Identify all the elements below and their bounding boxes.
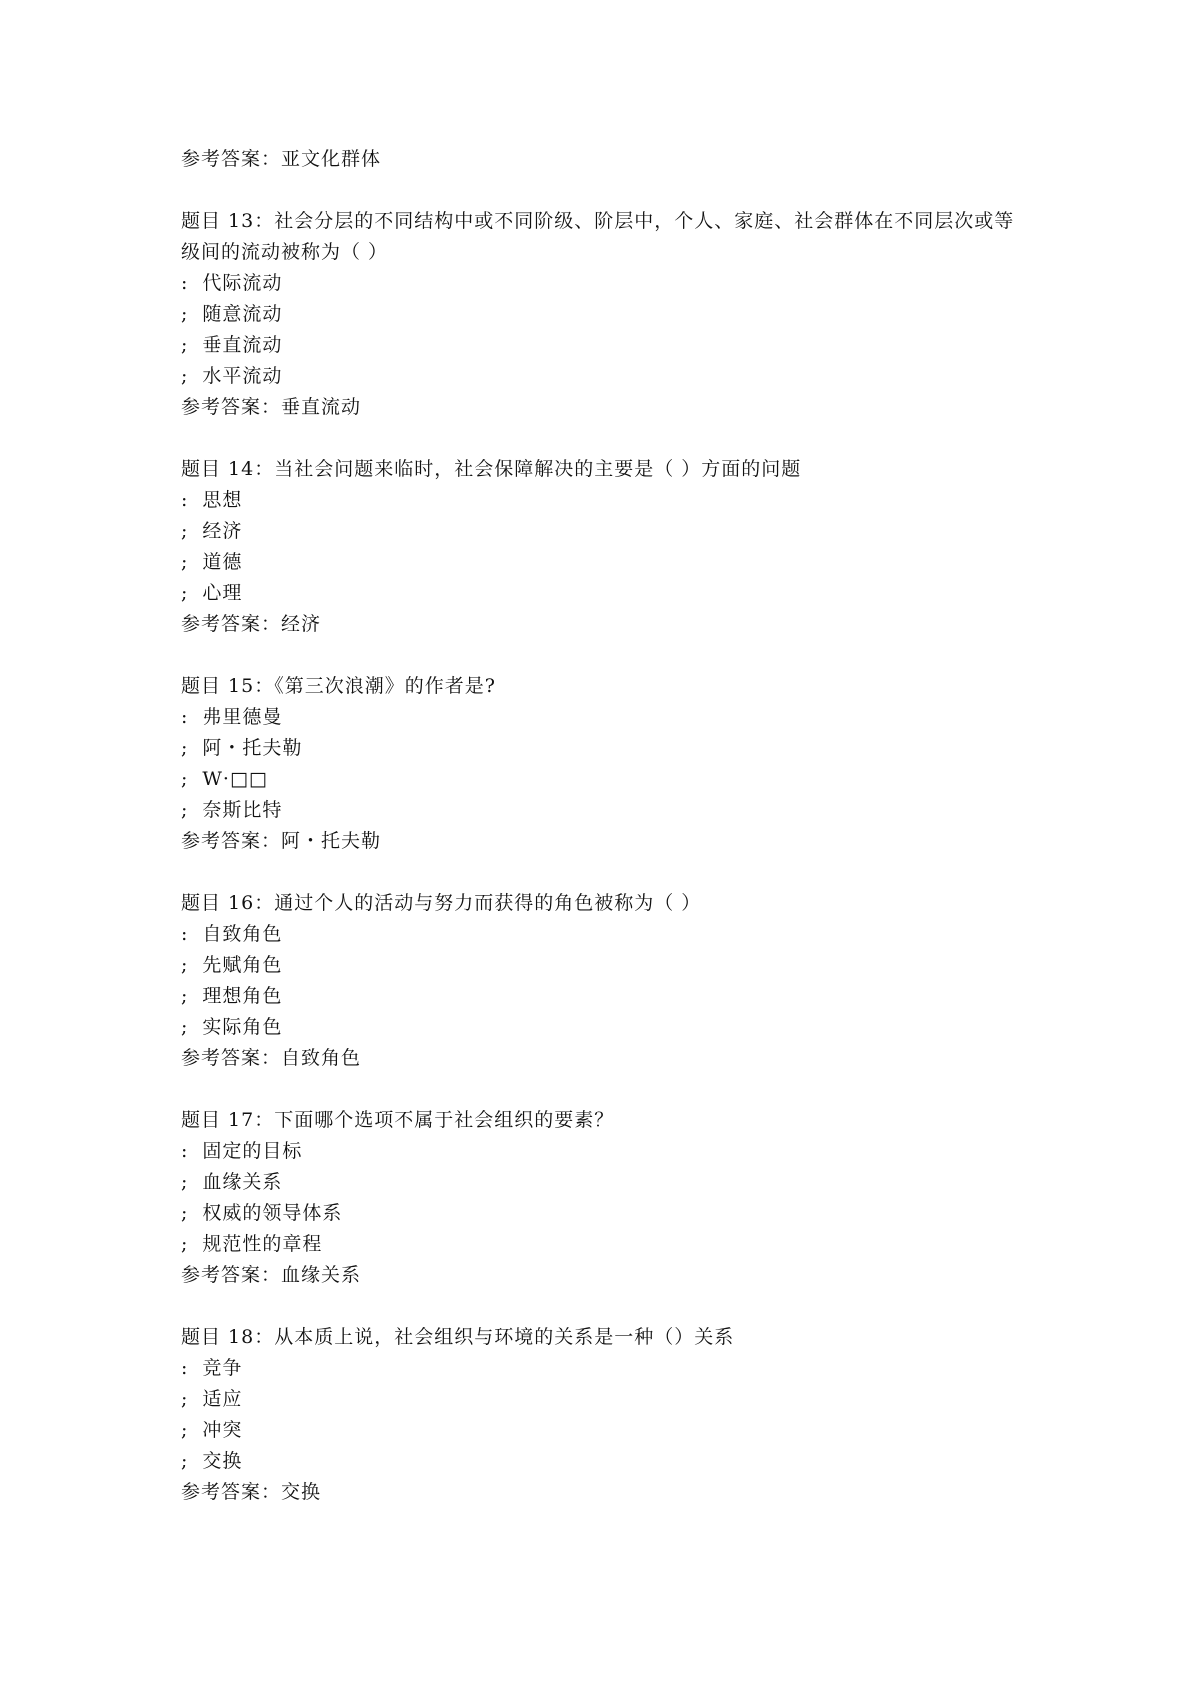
option-item [181, 1415, 1021, 1446]
option-prefix: ; [181, 768, 189, 790]
question-title: 题目 14：当社会问题来临时，社会保障解决的主要是（ ）方面的问题 [181, 458, 802, 480]
spacer [181, 175, 1021, 206]
option-prefix: ; [181, 954, 189, 976]
spacer [181, 640, 1021, 671]
option-text: 垂直流动 [202, 334, 283, 356]
option-text: 奈斯比特 [202, 799, 283, 821]
answer-value: 亚文化群体 [281, 148, 382, 170]
option-prefix: : [181, 1357, 189, 1379]
question-17 [181, 1105, 1021, 1291]
option-prefix: : [181, 923, 189, 945]
question-16 [181, 888, 1021, 1074]
answer-value: 垂直流动 [281, 396, 362, 418]
option-text: 交换 [202, 1450, 243, 1472]
question-14 [181, 454, 1021, 640]
option-text: 经济 [202, 520, 243, 542]
option-text: 权威的领导体系 [202, 1202, 343, 1224]
option-text: W·□□ [202, 768, 268, 790]
option-item [181, 1446, 1021, 1477]
option-prefix: ; [181, 737, 189, 759]
option-prefix: ; [181, 1171, 189, 1193]
answer-label: 参考答案： [181, 1047, 282, 1069]
option-prefix: ; [181, 1202, 189, 1224]
option-prefix: ; [181, 303, 189, 325]
option-item [181, 1198, 1021, 1229]
option-text: 代际流动 [202, 272, 283, 294]
option-prefix: ; [181, 551, 189, 573]
answer-value: 交换 [281, 1481, 322, 1503]
answer-value: 经济 [281, 613, 322, 635]
option-prefix: ; [181, 334, 189, 356]
answer-line [181, 609, 1021, 640]
option-item [181, 733, 1021, 764]
option-text: 水平流动 [202, 365, 283, 387]
option-prefix: ; [181, 799, 189, 821]
question-title: 题目 13：社会分层的不同结构中或不同阶级、阶层中，个人、家庭、社会群体在不同层次或等级间的流动被称为（ ） [181, 210, 1015, 263]
answer-value: 血缘关系 [281, 1264, 362, 1286]
option-item [181, 268, 1021, 299]
option-prefix: : [181, 272, 189, 294]
spacer [181, 1074, 1021, 1105]
question-18 [181, 1322, 1021, 1508]
option-prefix: ; [181, 1388, 189, 1410]
option-item [181, 330, 1021, 361]
answer-line [181, 392, 1021, 423]
option-text: 血缘关系 [202, 1171, 283, 1193]
document-content [181, 144, 1021, 1508]
question-title: 题目 18：从本质上说，社会组织与环境的关系是一种（）关系 [181, 1326, 735, 1348]
answer-line [181, 1260, 1021, 1291]
option-text: 弗里德曼 [202, 706, 283, 728]
option-item [181, 1012, 1021, 1043]
option-item [181, 702, 1021, 733]
answer-line [181, 1043, 1021, 1074]
option-item [181, 361, 1021, 392]
option-text: 冲突 [202, 1419, 243, 1441]
question-title: 题目 15：《第三次浪潮》的作者是? [181, 675, 496, 697]
option-prefix: ; [181, 520, 189, 542]
option-text: 思想 [202, 489, 243, 511]
spacer [181, 857, 1021, 888]
question-13 [181, 206, 1021, 423]
option-prefix: : [181, 706, 189, 728]
option-prefix: ; [181, 1016, 189, 1038]
answer-value: 自致角色 [281, 1047, 362, 1069]
option-text: 实际角色 [202, 1016, 283, 1038]
option-item [181, 764, 1021, 795]
question-title: 题目 17：下面哪个选项不属于社会组织的要素？ [181, 1109, 615, 1131]
answer-value: 阿・托夫勒 [281, 830, 382, 852]
option-text: 适应 [202, 1388, 243, 1410]
answer-label: 参考答案： [181, 148, 282, 170]
option-item [181, 1136, 1021, 1167]
answer-label: 参考答案： [181, 613, 282, 635]
top-answer-line [181, 144, 1021, 175]
answer-label: 参考答案： [181, 1481, 282, 1503]
option-item [181, 950, 1021, 981]
question-15 [181, 671, 1021, 857]
option-text: 道德 [202, 551, 243, 573]
option-prefix: : [181, 1140, 189, 1162]
option-text: 理想角色 [202, 985, 283, 1007]
answer-label: 参考答案： [181, 830, 282, 852]
option-item [181, 578, 1021, 609]
option-text: 固定的目标 [202, 1140, 303, 1162]
option-item [181, 485, 1021, 516]
option-text: 规范性的章程 [202, 1233, 323, 1255]
option-item [181, 1384, 1021, 1415]
option-item [181, 919, 1021, 950]
spacer [181, 1291, 1021, 1322]
answer-label: 参考答案： [181, 1264, 282, 1286]
option-prefix: : [181, 489, 189, 511]
option-text: 心理 [202, 582, 243, 604]
option-text: 自致角色 [202, 923, 283, 945]
option-item [181, 795, 1021, 826]
option-prefix: ; [181, 365, 189, 387]
spacer [181, 423, 1021, 454]
answer-line [181, 1477, 1021, 1508]
option-item [181, 547, 1021, 578]
option-item [181, 1353, 1021, 1384]
option-text: 随意流动 [202, 303, 283, 325]
option-item [181, 516, 1021, 547]
option-item [181, 1229, 1021, 1260]
option-item [181, 981, 1021, 1012]
option-text: 阿・托夫勒 [202, 737, 303, 759]
option-prefix: ; [181, 582, 189, 604]
option-prefix: ; [181, 985, 189, 1007]
answer-label: 参考答案： [181, 396, 282, 418]
option-prefix: ; [181, 1233, 189, 1255]
option-text: 先赋角色 [202, 954, 283, 976]
option-item [181, 1167, 1021, 1198]
option-text: 竞争 [202, 1357, 243, 1379]
question-title: 题目 16：通过个人的活动与努力而获得的角色被称为（ ） [181, 892, 702, 914]
option-item [181, 299, 1021, 330]
option-prefix: ; [181, 1419, 189, 1441]
answer-line [181, 826, 1021, 857]
option-prefix: ; [181, 1450, 189, 1472]
